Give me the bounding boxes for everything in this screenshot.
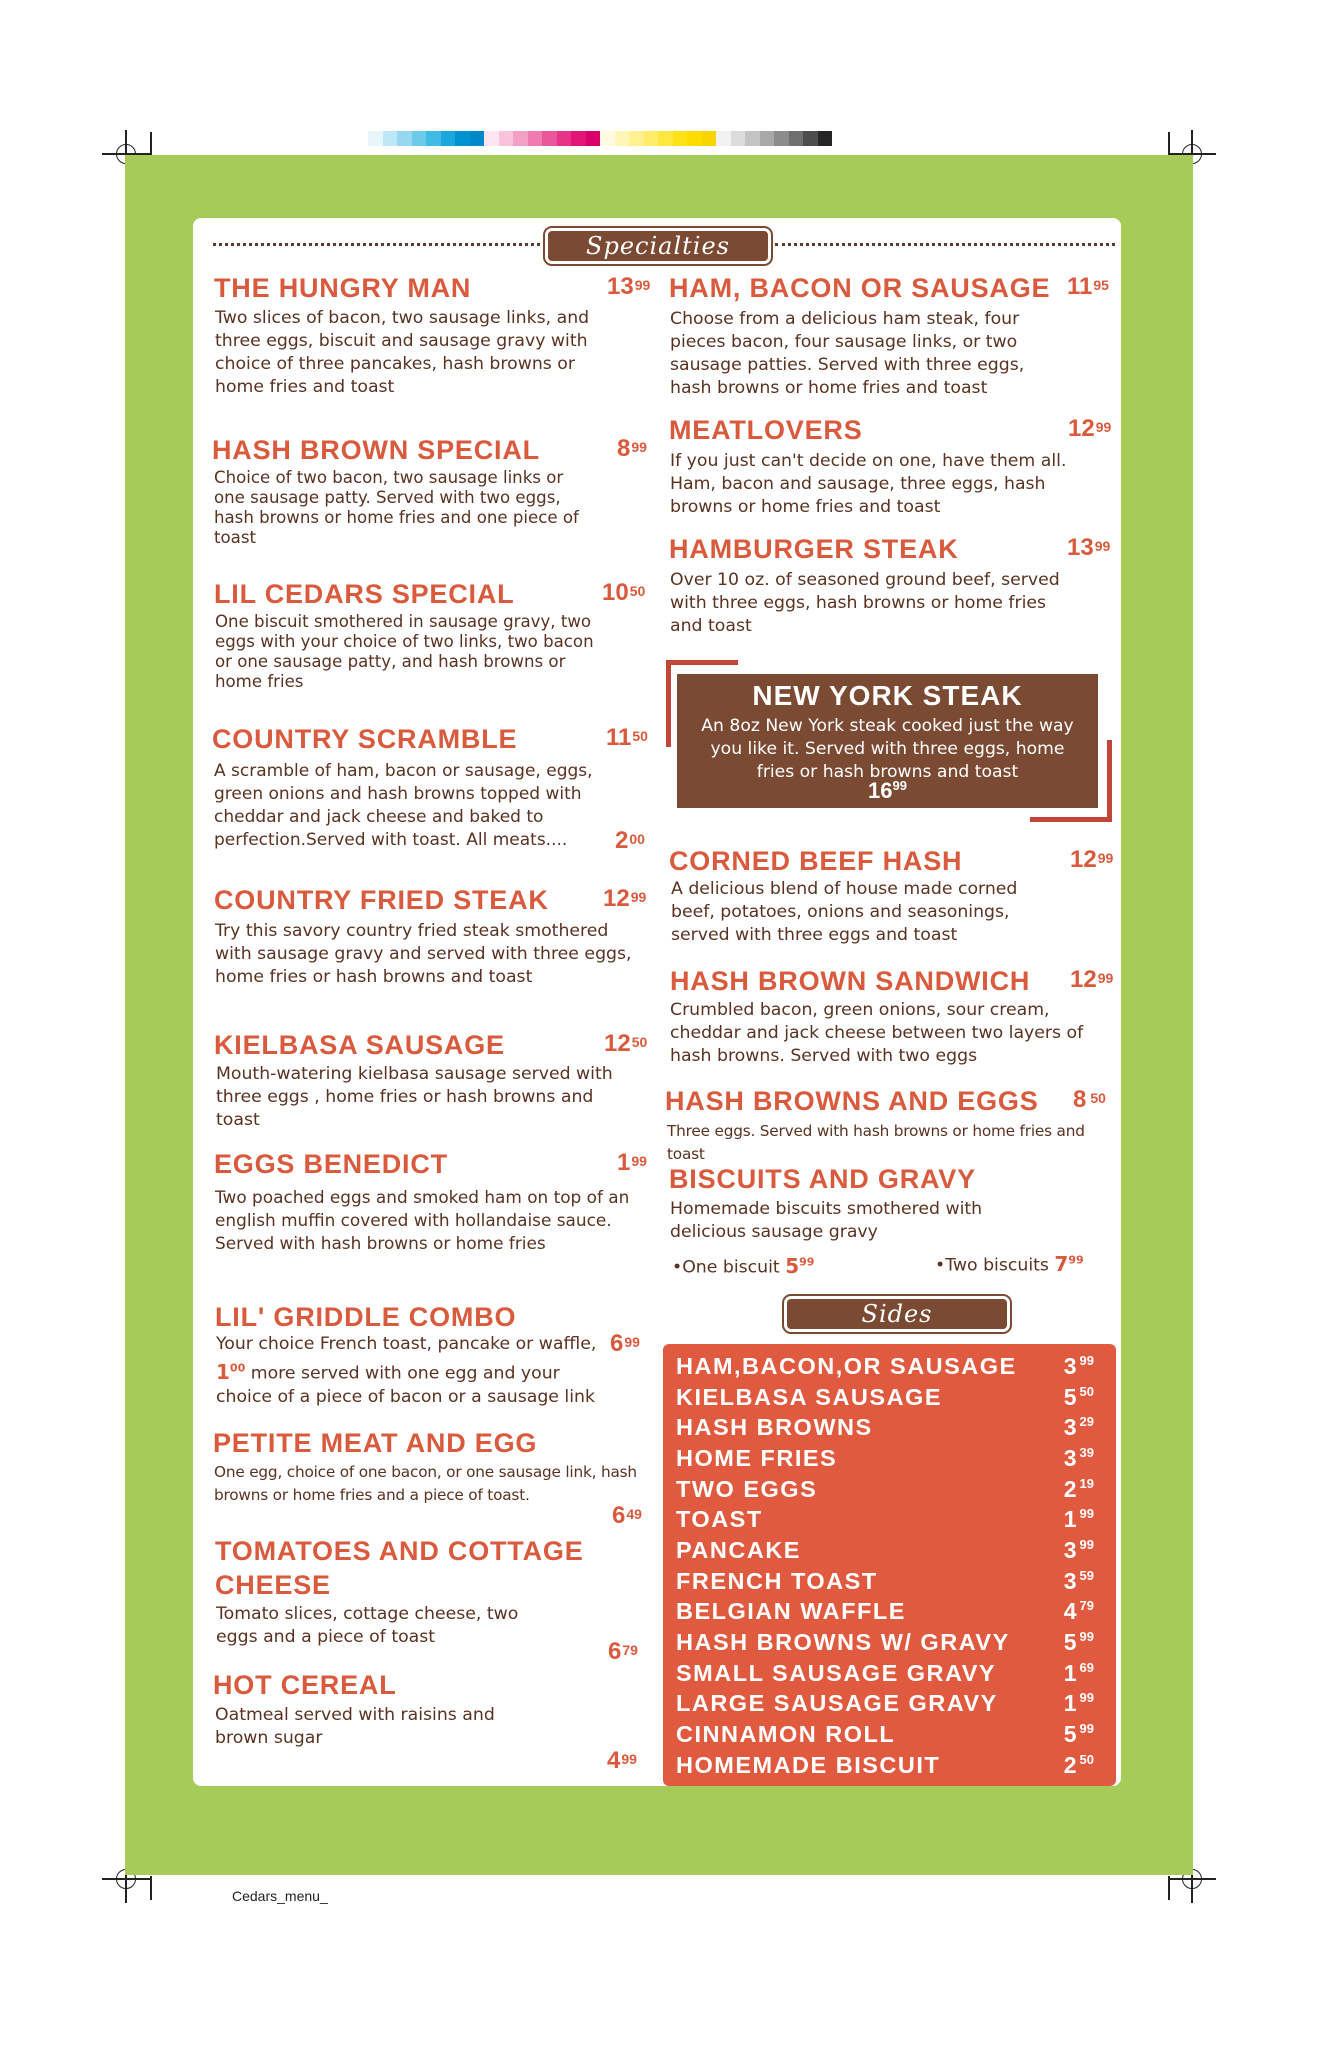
file-label: Cedars_menu_ bbox=[232, 1888, 328, 1904]
side-item: BELGIAN WAFFLE 4 $^{79}$ bbox=[676, 1598, 1094, 1624]
item-price: $13^{99}$ bbox=[1067, 534, 1111, 561]
item-price: $12^{99}$ bbox=[603, 885, 647, 912]
side-item: CINNAMON ROLL 5 $^{99}$ bbox=[676, 1721, 1094, 1747]
item-title: COUNTRY FRIED STEAK bbox=[214, 885, 549, 915]
side-item: PANCAKE 3 $^{99}$ bbox=[676, 1537, 1094, 1563]
item-description: Mouth-watering kielbasa sausage served with three eggs , home fries or hash browns and toast bbox=[216, 1064, 613, 1130]
item-title: HAMBURGER STEAK bbox=[669, 534, 959, 564]
item-price: $4^{99}$ bbox=[607, 1747, 637, 1774]
crop-line bbox=[1168, 1876, 1170, 1900]
item-price: $12^{99}$ bbox=[1068, 415, 1112, 442]
print-color-bar bbox=[368, 131, 832, 146]
item-description: One egg, choice of one bacon, or one sausage link, hash browns or home fries and a piece of toast. bbox=[214, 1463, 637, 1504]
sides-header: Sides bbox=[784, 1296, 1010, 1332]
item-title: MEATLOVERS bbox=[669, 415, 863, 445]
specialties-header: Specialties bbox=[545, 228, 771, 264]
item-description: Crumbled bacon, green onions, sour cream, cheddar and jack cheese between two layers of hash browns. Served with two eggs bbox=[670, 1000, 1084, 1066]
item-title: HAM, BACON OR SAUSAGE bbox=[669, 273, 1051, 303]
sides-list bbox=[663, 1344, 1116, 1786]
item-title: EGGS BENEDICT bbox=[214, 1149, 448, 1179]
item-title: CORNED BEEF HASH bbox=[669, 846, 963, 876]
crop-line bbox=[150, 132, 152, 156]
crop-line bbox=[150, 1876, 152, 1900]
divider-dots-left bbox=[213, 243, 540, 249]
item-title: HASH BROWN SANDWICH bbox=[670, 966, 1031, 996]
side-item: HASH BROWNS 3 $^{29}$ bbox=[676, 1414, 1094, 1440]
item-price: $6^{79}$ bbox=[608, 1638, 638, 1665]
side-item: HOMEMADE BISCUIT 2 $^{50}$ bbox=[676, 1752, 1094, 1778]
item-description: Try this savory country fried steak smothered with sausage gravy and served with three eggs, home fries or hash browns and toast bbox=[215, 921, 632, 987]
side-item: HOME FRIES 3 $^{39}$ bbox=[676, 1445, 1094, 1471]
item-description: A delicious blend of house made corned beef, potatoes, onions and seasonings, served with three eggs and toast bbox=[671, 879, 1018, 945]
item-price: $12^{99}$ bbox=[1070, 846, 1114, 873]
item-title: HASH BROWN SPECIAL bbox=[212, 435, 540, 465]
side-item: LARGE SAUSAGE GRAVY 1 $^{99}$ bbox=[676, 1690, 1094, 1716]
item-description: Oatmeal served with raisins and brown sugar bbox=[215, 1705, 495, 1748]
side-item: KIELBASA SAUSAGE 5 $^{50}$ bbox=[676, 1384, 1094, 1410]
item-price: $6^{49}$ bbox=[612, 1502, 642, 1529]
side-item: TWO EGGS 2 $^{19}$ bbox=[676, 1476, 1094, 1502]
item-title: CHEESE bbox=[215, 1570, 331, 1600]
item-description: If you just can't decide on one, have them all. Ham, bacon and sausage, three eggs, hash browns or home fries and toast bbox=[670, 451, 1067, 517]
item-title: THE HUNGRY MAN bbox=[214, 273, 472, 303]
item-price: 8 $^{50}$ bbox=[1073, 1086, 1106, 1113]
item-price: $1^{99}$ bbox=[617, 1149, 647, 1176]
item-description: Two poached eggs and smoked ham on top of an english muffin covered with hollandaise sauce. Served with hash browns or home fries bbox=[215, 1187, 630, 1253]
side-item: SMALL SAUSAGE GRAVY 1 $^{69}$ bbox=[676, 1660, 1094, 1686]
item-title: LIL' GRIDDLE COMBO bbox=[215, 1302, 517, 1332]
item-title: BISCUITS AND GRAVY bbox=[669, 1164, 976, 1194]
feature-price: $16^{99}$ bbox=[868, 778, 907, 803]
item-description: Choice of two bacon, two sausage links or one sausage patty. Served with two eggs, hash browns or home fries and one piece of toast bbox=[214, 468, 579, 547]
item-description: Three eggs. Served with hash browns or home fries and toast bbox=[667, 1122, 1085, 1163]
item-title: LIL CEDARS SPECIAL bbox=[214, 579, 515, 609]
item-description: Two slices of bacon, two sausage links, and three eggs, biscuit and sausage gravy with choice of three pancakes, hash browns or home fries and toast bbox=[215, 308, 590, 397]
side-item: HAM,BACON,OR SAUSAGE 3 $^{99}$ bbox=[676, 1353, 1094, 1379]
item-description: Homemade biscuits smothered with delicious sausage gravy bbox=[670, 1199, 983, 1242]
biscuit-option-one: •One biscuit $5^{99}$ bbox=[672, 1253, 815, 1278]
feature-description: An 8oz New York steak cooked just the way you like it. Served with three eggs, home fries or hash browns and toast bbox=[701, 716, 1074, 782]
side-item: FRENCH TOAST 3 $^{59}$ bbox=[676, 1568, 1094, 1594]
side-item: HASH BROWNS W/ GRAVY 5 $^{99}$ bbox=[676, 1629, 1094, 1655]
item-price: $12^{99}$ bbox=[1070, 966, 1114, 993]
item-title: KIELBASA SAUSAGE bbox=[214, 1030, 505, 1060]
extra-meat-price: $2^{00}$ bbox=[615, 827, 645, 854]
item-price: $6^{99}$ bbox=[610, 1330, 640, 1357]
item-title: TOMATOES AND COTTAGE bbox=[215, 1536, 584, 1566]
item-price: $12^{50}$ bbox=[604, 1030, 648, 1057]
item-description: One biscuit smothered in sausage gravy, two eggs with your choice of two links, two bacon or one sausage patty, and hash browns or home fries bbox=[215, 612, 594, 691]
item-title: HASH BROWNS AND EGGS bbox=[665, 1086, 1039, 1116]
item-title: HOT CEREAL bbox=[213, 1670, 397, 1700]
crop-line bbox=[1168, 132, 1170, 156]
item-title: PETITE MEAT AND EGG bbox=[213, 1428, 538, 1458]
item-price: $11^{50}$ bbox=[606, 724, 648, 751]
item-price: $11^{95}$ bbox=[1067, 273, 1109, 300]
item-price: $13^{99}$ bbox=[607, 273, 651, 300]
item-price: $8^{99}$ bbox=[617, 435, 647, 462]
new-york-steak-feature bbox=[677, 674, 1098, 808]
item-price: $10^{50}$ bbox=[602, 579, 646, 606]
item-description: Choose from a delicious ham steak, four pieces bacon, four sausage links, or two sausage patties. Served with three eggs, hash browns or home fries and toast bbox=[670, 309, 1025, 398]
biscuit-option-two: •Two biscuits $7^{99}$ bbox=[935, 1251, 1084, 1276]
feature-title: NEW YORK STEAK bbox=[752, 680, 1023, 711]
item-description: Over 10 oz. of seasoned ground beef, served with three eggs, hash browns or home fries and toast bbox=[670, 570, 1060, 636]
side-item: TOAST 1 $^{99}$ bbox=[676, 1506, 1094, 1532]
inline-price: $1^{00}$ bbox=[216, 1359, 246, 1384]
item-description: Tomato slices, cottage cheese, two eggs and a piece of toast bbox=[216, 1604, 519, 1647]
item-title: COUNTRY SCRAMBLE bbox=[212, 724, 518, 754]
item-description: A scramble of ham, bacon or sausage, eggs, green onions and hash browns topped with cheddar and jack cheese and baked to perfection.Served with toast. All meats.... bbox=[214, 761, 593, 850]
divider-dots-right bbox=[775, 243, 1115, 249]
item-description: Your choice French toast, pancake or waffle, $1^{00}$ more served with one egg and your choice of a piece of bacon or a sausage link bbox=[216, 1334, 597, 1407]
